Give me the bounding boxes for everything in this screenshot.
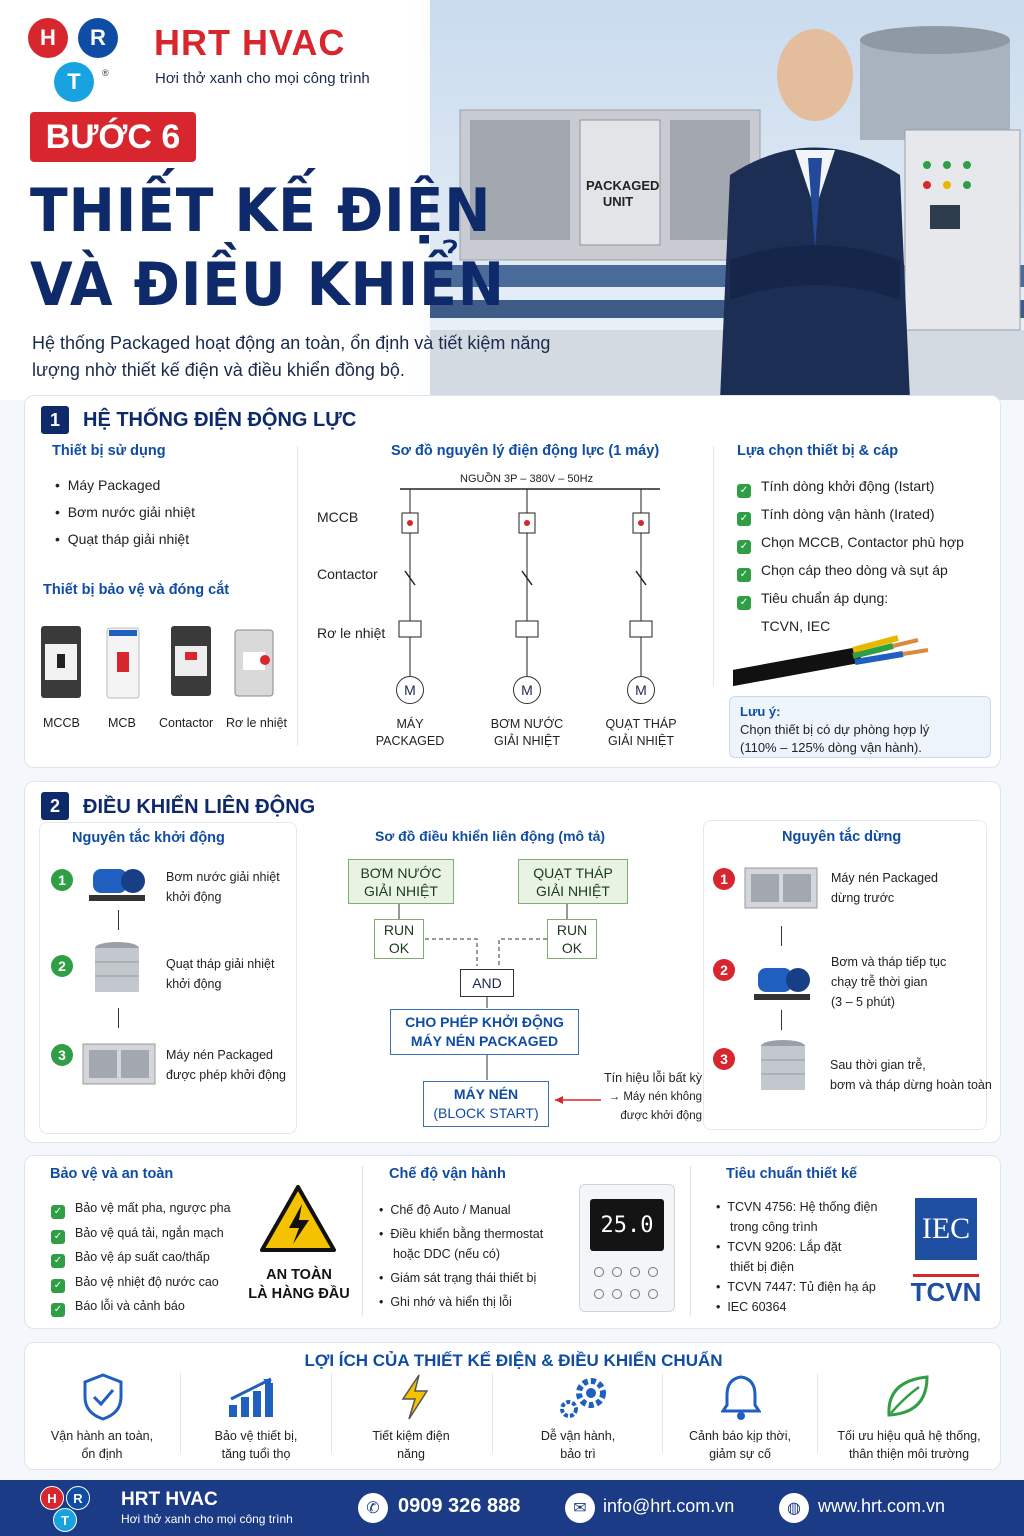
logo-registered: ® — [102, 68, 109, 78]
pump-icon — [752, 956, 814, 1004]
benefit-item: Tối ưu hiệu quả hệ thống, thân thiện môi trường — [837, 1429, 981, 1461]
cable-illustration — [733, 632, 933, 688]
list-item: • TCVN 7447: Tủ điện hạ áp — [716, 1280, 876, 1294]
footer-phone[interactable]: 0909 326 888 — [398, 1495, 521, 1517]
motor-symbol-fan: M — [627, 676, 655, 704]
list-item: ✓ Bảo vệ quá tải, ngắn mạch — [51, 1221, 231, 1246]
section-title: HỆ THỐNG ĐIỆN ĐỘNG LỰC — [83, 409, 357, 431]
check-icon: ✓ — [51, 1279, 65, 1293]
list-item: • Bơm nước giải nhiệt — [55, 504, 196, 520]
stop-step-text: Bơm và tháp tiếp tục chạy trễ thời gian (3 – 5 phút) — [831, 955, 947, 1009]
footer-logo — [40, 1486, 100, 1532]
list-item: • Giám sát trạng thái thiết bị — [379, 1271, 537, 1285]
motor-symbol-pump: M — [513, 676, 541, 704]
footer — [0, 1480, 1024, 1536]
check-icon: ✓ — [51, 1230, 65, 1244]
list-item: • Chế độ Auto / Manual — [379, 1203, 511, 1217]
benefit-item: Bảo vệ thiết bị, tăng tuổi thọ — [214, 1429, 298, 1461]
section-interlock-control — [24, 781, 1001, 1143]
standards-line: TCVN, IEC — [761, 618, 831, 634]
feeder-fan — [630, 489, 652, 676]
arrow-down-icon — [118, 1008, 119, 1028]
column-divider — [713, 446, 714, 686]
tcvn-logo: TCVN — [913, 1274, 979, 1308]
fan-box: QUẠT THÁP GIẢI NHIỆT — [518, 859, 628, 904]
step-number: 3 — [713, 1048, 735, 1070]
and-gate: AND — [460, 969, 514, 997]
stop-principle-title: Nguyên tắc dừng — [782, 829, 902, 845]
mode-title: Chế độ vận hành — [389, 1166, 506, 1182]
iec-logo: IEC — [915, 1198, 977, 1260]
selection-title: Lựa chọn thiết bị & cáp — [737, 443, 899, 459]
thermostat-button — [612, 1267, 622, 1277]
check-icon: ✓ — [51, 1254, 65, 1268]
block-start-box: MÁY NÉN (BLOCK START) — [423, 1081, 549, 1127]
logo-letter-h: H — [40, 1486, 64, 1510]
mail-icon: ✉ — [565, 1493, 595, 1523]
list-item: ✓ Báo lỗi và cảnh báo — [51, 1294, 231, 1319]
arrow-down-icon — [118, 910, 119, 930]
arrow-down-icon — [781, 926, 782, 946]
packaged-unit-label — [586, 178, 660, 210]
list-item: ✓ Bảo vệ áp suất cao/thấp — [51, 1245, 231, 1270]
page-title-line1: THIẾT KẾ ĐIỆN — [30, 176, 492, 246]
list-item: ✓ Bảo vệ mất pha, ngược pha — [51, 1196, 231, 1221]
step-number: 1 — [713, 868, 735, 890]
logo-letter-h: H — [28, 18, 68, 58]
start-step-text: Quạt tháp giải nhiệt khởi động — [166, 957, 275, 991]
list-item: • Ghi nhớ và hiển thị lỗi — [379, 1295, 512, 1309]
thermostat-button — [630, 1267, 640, 1277]
hero-banner — [0, 0, 1024, 400]
arrow-down-icon — [781, 1010, 782, 1030]
section-title: ĐIỀU KHIỂN LIÊN ĐỘNG — [83, 796, 316, 818]
list-item: ✓ Tiêu chuẩn áp dụng: — [737, 584, 964, 612]
thermostat-button — [612, 1289, 622, 1299]
note-box — [729, 696, 991, 758]
packaged-unit-icon — [81, 1040, 157, 1092]
stop-step-text: Máy nén Packaged dừng trước — [831, 871, 939, 905]
check-icon: ✓ — [737, 540, 751, 554]
list-item: ✓ Tính dòng khởi động (Istart) — [737, 472, 964, 500]
section-number: 2 — [41, 792, 69, 820]
check-icon: ✓ — [737, 568, 751, 582]
list-item: ✓ Bảo vệ nhiệt độ nước cao — [51, 1270, 231, 1295]
logo-letter-r: R — [78, 18, 118, 58]
fault-signal-note: Tín hiệu lỗi bất kỳ → Máy nén không được khởi động — [604, 1071, 702, 1122]
intro-text: Hệ thống Packaged hoạt động an toàn, ổn định và tiết kiệm năng lượng nhờ thiết kế điện và điều khiển đồng bộ. — [32, 333, 551, 380]
note-line1: Chọn thiết bị có dự phòng hợp lý — [740, 722, 930, 737]
warning-icon — [259, 1184, 337, 1254]
page-title-line2: VÀ ĐIỀU KHIỂN — [30, 250, 505, 320]
protection-title: Thiết bị bảo vệ và đóng cắt — [43, 582, 230, 598]
thermostat-button — [594, 1267, 604, 1277]
packaged-unit-icon — [743, 864, 819, 916]
logo-letter-t: T — [53, 1508, 77, 1532]
mccb-image — [41, 626, 81, 698]
logo-letter-t: T — [54, 62, 94, 102]
unit-label-line2: UNIT — [602, 194, 634, 209]
safety-title: Bảo vệ và an toàn — [50, 1166, 174, 1182]
row-label-mccb: MCCB — [317, 509, 359, 525]
protect-label-contactor: Contactor — [159, 716, 214, 730]
footer-brand: HRT HVAC — [121, 1489, 218, 1510]
unit-label-line1: PACKAGED — [586, 178, 660, 193]
benefit-item: Dễ vận hành, bảo trì — [540, 1429, 616, 1461]
permit-start-box: CHO PHÉP KHỞI ĐỘNG MÁY NÉN PACKAGED — [390, 1009, 579, 1055]
safety-badge: AN TOÀN LÀ HÀNG ĐẦU — [248, 1267, 350, 1302]
load-label-pump: BƠM NƯỚC GIẢI NHIỆT — [490, 717, 564, 748]
power-wiring-diagram — [385, 481, 685, 706]
list-item: • TCVN 4756: Hệ thống điện — [716, 1200, 878, 1214]
column-divider — [297, 446, 298, 746]
protect-label-relay: Rơ le nhiệt — [226, 716, 288, 730]
logo-letter-r: R — [66, 1486, 90, 1510]
safety-list — [51, 1196, 231, 1319]
list-item: • Quạt tháp giải nhiệt — [55, 531, 190, 547]
standards-title: Tiêu chuẩn thiết kế — [726, 1166, 858, 1182]
list-item-cont: thiết bị điện — [730, 1260, 794, 1274]
column-divider — [362, 1166, 363, 1316]
contactor-image — [171, 626, 211, 696]
list-item: • Máy Packaged — [55, 477, 161, 493]
benefits-section — [24, 1342, 1001, 1470]
globe-icon: ◍ — [779, 1493, 809, 1523]
protect-label-mcb: MCB — [108, 716, 136, 730]
check-icon: ✓ — [737, 512, 751, 526]
mode-list — [379, 1198, 543, 1314]
start-step-text: Máy nén Packaged được phép khởi động — [166, 1048, 286, 1082]
step-number: 3 — [51, 1044, 73, 1066]
thermal-relay-image — [235, 630, 273, 696]
check-icon: ✓ — [51, 1205, 65, 1219]
footer-email[interactable]: info@hrt.com.vn — [603, 1496, 735, 1516]
feeder-pump — [516, 489, 538, 676]
equipment-title: Thiết bị sử dụng — [52, 443, 166, 459]
protection-devices-illustration — [39, 622, 301, 702]
step-number: 2 — [51, 955, 73, 977]
thermostat-button — [648, 1289, 658, 1299]
thermostat-button — [648, 1267, 658, 1277]
section-power-system — [24, 395, 1001, 768]
list-item: • Điều khiển bằng thermostat — [379, 1227, 544, 1241]
list-item: ✓ Tính dòng vận hành (Irated) — [737, 500, 964, 528]
footer-tagline: Hơi thở xanh cho mọi công trình — [121, 1512, 293, 1526]
pump-icon — [87, 857, 149, 905]
logo — [28, 18, 128, 104]
section-safety-modes-standards — [24, 1155, 1001, 1329]
list-item-cont: trong công trình — [730, 1220, 818, 1234]
feeder-packaged — [399, 489, 421, 676]
check-icon: ✓ — [51, 1303, 65, 1317]
stop-step-text: Sau thời gian trễ, bơm và tháp dừng hoàn toàn — [830, 1058, 992, 1092]
step-badge: BƯỚC 6 — [30, 112, 196, 162]
shield-check-icon — [81, 1373, 125, 1421]
benefit-item: Vận hành an toàn, ổn định — [50, 1429, 154, 1461]
power-diagram-title: Sơ đồ nguyên lý điện động lực (1 máy) — [391, 443, 660, 459]
footer-website[interactable]: www.hrt.com.vn — [818, 1496, 946, 1516]
thermostat-button — [594, 1289, 604, 1299]
selection-list — [737, 472, 964, 640]
thermostat-display: 25.0 — [590, 1199, 664, 1251]
lightning-icon — [397, 1373, 433, 1421]
row-label-contactor: Contactor — [317, 566, 378, 582]
list-item: • IEC 60364 — [716, 1300, 787, 1314]
note-line2: (110% – 125% dòng vận hành). — [740, 740, 922, 755]
load-label-packaged: MÁY PACKAGED — [375, 717, 445, 748]
benefit-item: Cảnh báo kịp thời, giảm sự cố — [688, 1429, 791, 1461]
pump-run-ok: RUN OK — [374, 919, 424, 959]
brand-tagline: Hơi thở xanh cho mọi công trình — [155, 70, 370, 87]
row-label-relay: Rơ le nhiệt — [317, 625, 386, 641]
power-source-label: NGUỒN 3P – 380V – 50Hz — [460, 473, 594, 485]
list-item: ✓ Chọn cáp theo dòng và sụt áp — [737, 556, 964, 584]
phone-icon: ✆ — [358, 1493, 388, 1523]
pump-box: BƠM NƯỚC GIẢI NHIỆT — [348, 859, 454, 904]
note-title: Lưu ý: — [740, 704, 781, 719]
step-number: 2 — [713, 959, 735, 981]
thermostat-button — [630, 1289, 640, 1299]
load-label-fan: QUẠT THÁP GIẢI NHIỆT — [605, 717, 677, 748]
list-item: • TCVN 9206: Lắp đặt — [716, 1240, 842, 1254]
control-diagram-title: Sơ đồ điều khiển liên động (mô tả) — [375, 828, 606, 844]
benefit-item: Tiết kiệm điện năng — [372, 1429, 450, 1461]
standards-list — [716, 1197, 877, 1317]
motor-symbol-packaged: M — [396, 676, 424, 704]
start-principle-title: Nguyên tắc khởi động — [72, 830, 225, 846]
step-number: 1 — [51, 869, 73, 891]
brand-name: HRT HVAC — [154, 22, 346, 63]
fan-run-ok: RUN OK — [547, 919, 597, 959]
thermostat-device — [579, 1184, 675, 1312]
growth-chart-icon — [227, 1375, 283, 1419]
leaf-icon — [883, 1373, 933, 1421]
list-item: ✓ Chọn MCCB, Contactor phù hợp — [737, 528, 964, 556]
mcb-image — [107, 628, 139, 698]
start-step-text: Bơm nước giải nhiệt khởi động — [166, 870, 280, 904]
thermostat-buttons — [594, 1267, 660, 1305]
check-icon: ✓ — [737, 484, 751, 498]
benefits-title: LỢI ÍCH CỦA THIẾT KẾ ĐIỆN & ĐIỀU KHIỂN CHUẨN — [304, 1351, 723, 1370]
cooling-tower-icon — [89, 940, 145, 998]
gears-icon — [557, 1373, 611, 1421]
bell-icon — [721, 1373, 761, 1421]
list-item: hoặc DDC (nếu có) — [393, 1247, 500, 1261]
section-number: 1 — [41, 406, 69, 434]
column-divider — [690, 1166, 691, 1316]
cooling-tower-icon — [755, 1038, 811, 1100]
equipment-list — [55, 472, 195, 553]
check-icon: ✓ — [737, 596, 751, 610]
protect-label-mccb: MCCB — [43, 716, 80, 730]
